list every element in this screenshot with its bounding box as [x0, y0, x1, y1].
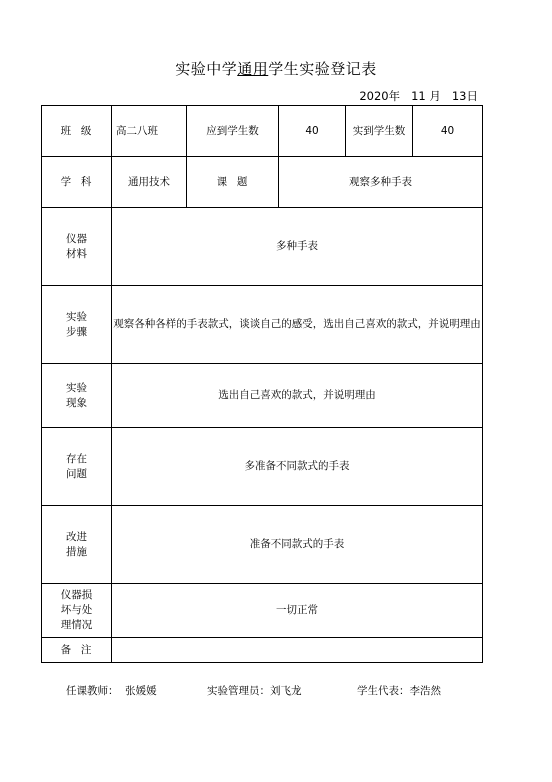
materials-value: 多种手表 — [112, 208, 483, 286]
manager-signature: 实验管理员：刘飞龙 — [207, 685, 302, 697]
problems-label: 存在 问题 — [42, 428, 112, 506]
remarks-label: 备 注 — [42, 638, 112, 663]
title-prefix: 实验中学 — [175, 60, 238, 78]
record-date — [359, 88, 478, 104]
expected-count-label: 应到学生数 — [187, 106, 279, 157]
class-row — [42, 106, 483, 157]
title-underlined: 通用 — [237, 60, 269, 78]
date-year: 2020年 — [359, 89, 401, 103]
damage-label: 仪器损 坏与处 理情况 — [42, 584, 112, 638]
expected-count-value: 40 — [279, 106, 346, 157]
damage-row — [42, 584, 483, 638]
phenomenon-value: 选出自己喜欢的款式，并说明理由 — [112, 364, 483, 428]
actual-count-label: 实到学生数 — [346, 106, 413, 157]
phenomenon-label: 实验 现象 — [42, 364, 112, 428]
materials-row — [42, 208, 483, 286]
topic-label: 课 题 — [187, 157, 279, 208]
title-suffix: 学生实验登记表 — [268, 60, 377, 78]
date-day: 13日 — [451, 89, 478, 103]
class-value: 高二八班 — [112, 106, 187, 157]
topic-value: 观察多种手表 — [279, 157, 483, 208]
damage-value: 一切正常 — [112, 584, 483, 638]
teacher-signature: 任课教师： 张媛媛 — [66, 685, 157, 697]
actual-count-value: 40 — [413, 106, 483, 157]
date-month: 11 月 — [411, 89, 441, 103]
steps-row — [42, 286, 483, 364]
improvement-row — [42, 506, 483, 584]
problems-value: 多准备不同款式的手表 — [112, 428, 483, 506]
problems-row — [42, 428, 483, 506]
subject-value: 通用技术 — [112, 157, 187, 208]
phenomenon-row — [42, 364, 483, 428]
subject-row — [42, 157, 483, 208]
materials-label: 仪器 材料 — [42, 208, 112, 286]
remarks-value — [112, 638, 483, 663]
class-label: 班 级 — [42, 106, 112, 157]
register-table — [41, 105, 483, 663]
steps-value: 观察各种各样的手表款式，谈谈自己的感受，选出自己喜欢的款式，并说明理由 — [112, 286, 483, 364]
remarks-row — [42, 638, 483, 663]
improvement-value: 准备不同款式的手表 — [112, 506, 483, 584]
steps-label: 实验 步骤 — [42, 286, 112, 364]
improvement-label: 改进 措施 — [42, 506, 112, 584]
page-title — [0, 58, 552, 79]
subject-label: 学 科 — [42, 157, 112, 208]
student-signature: 学生代表：李浩然 — [357, 685, 441, 697]
